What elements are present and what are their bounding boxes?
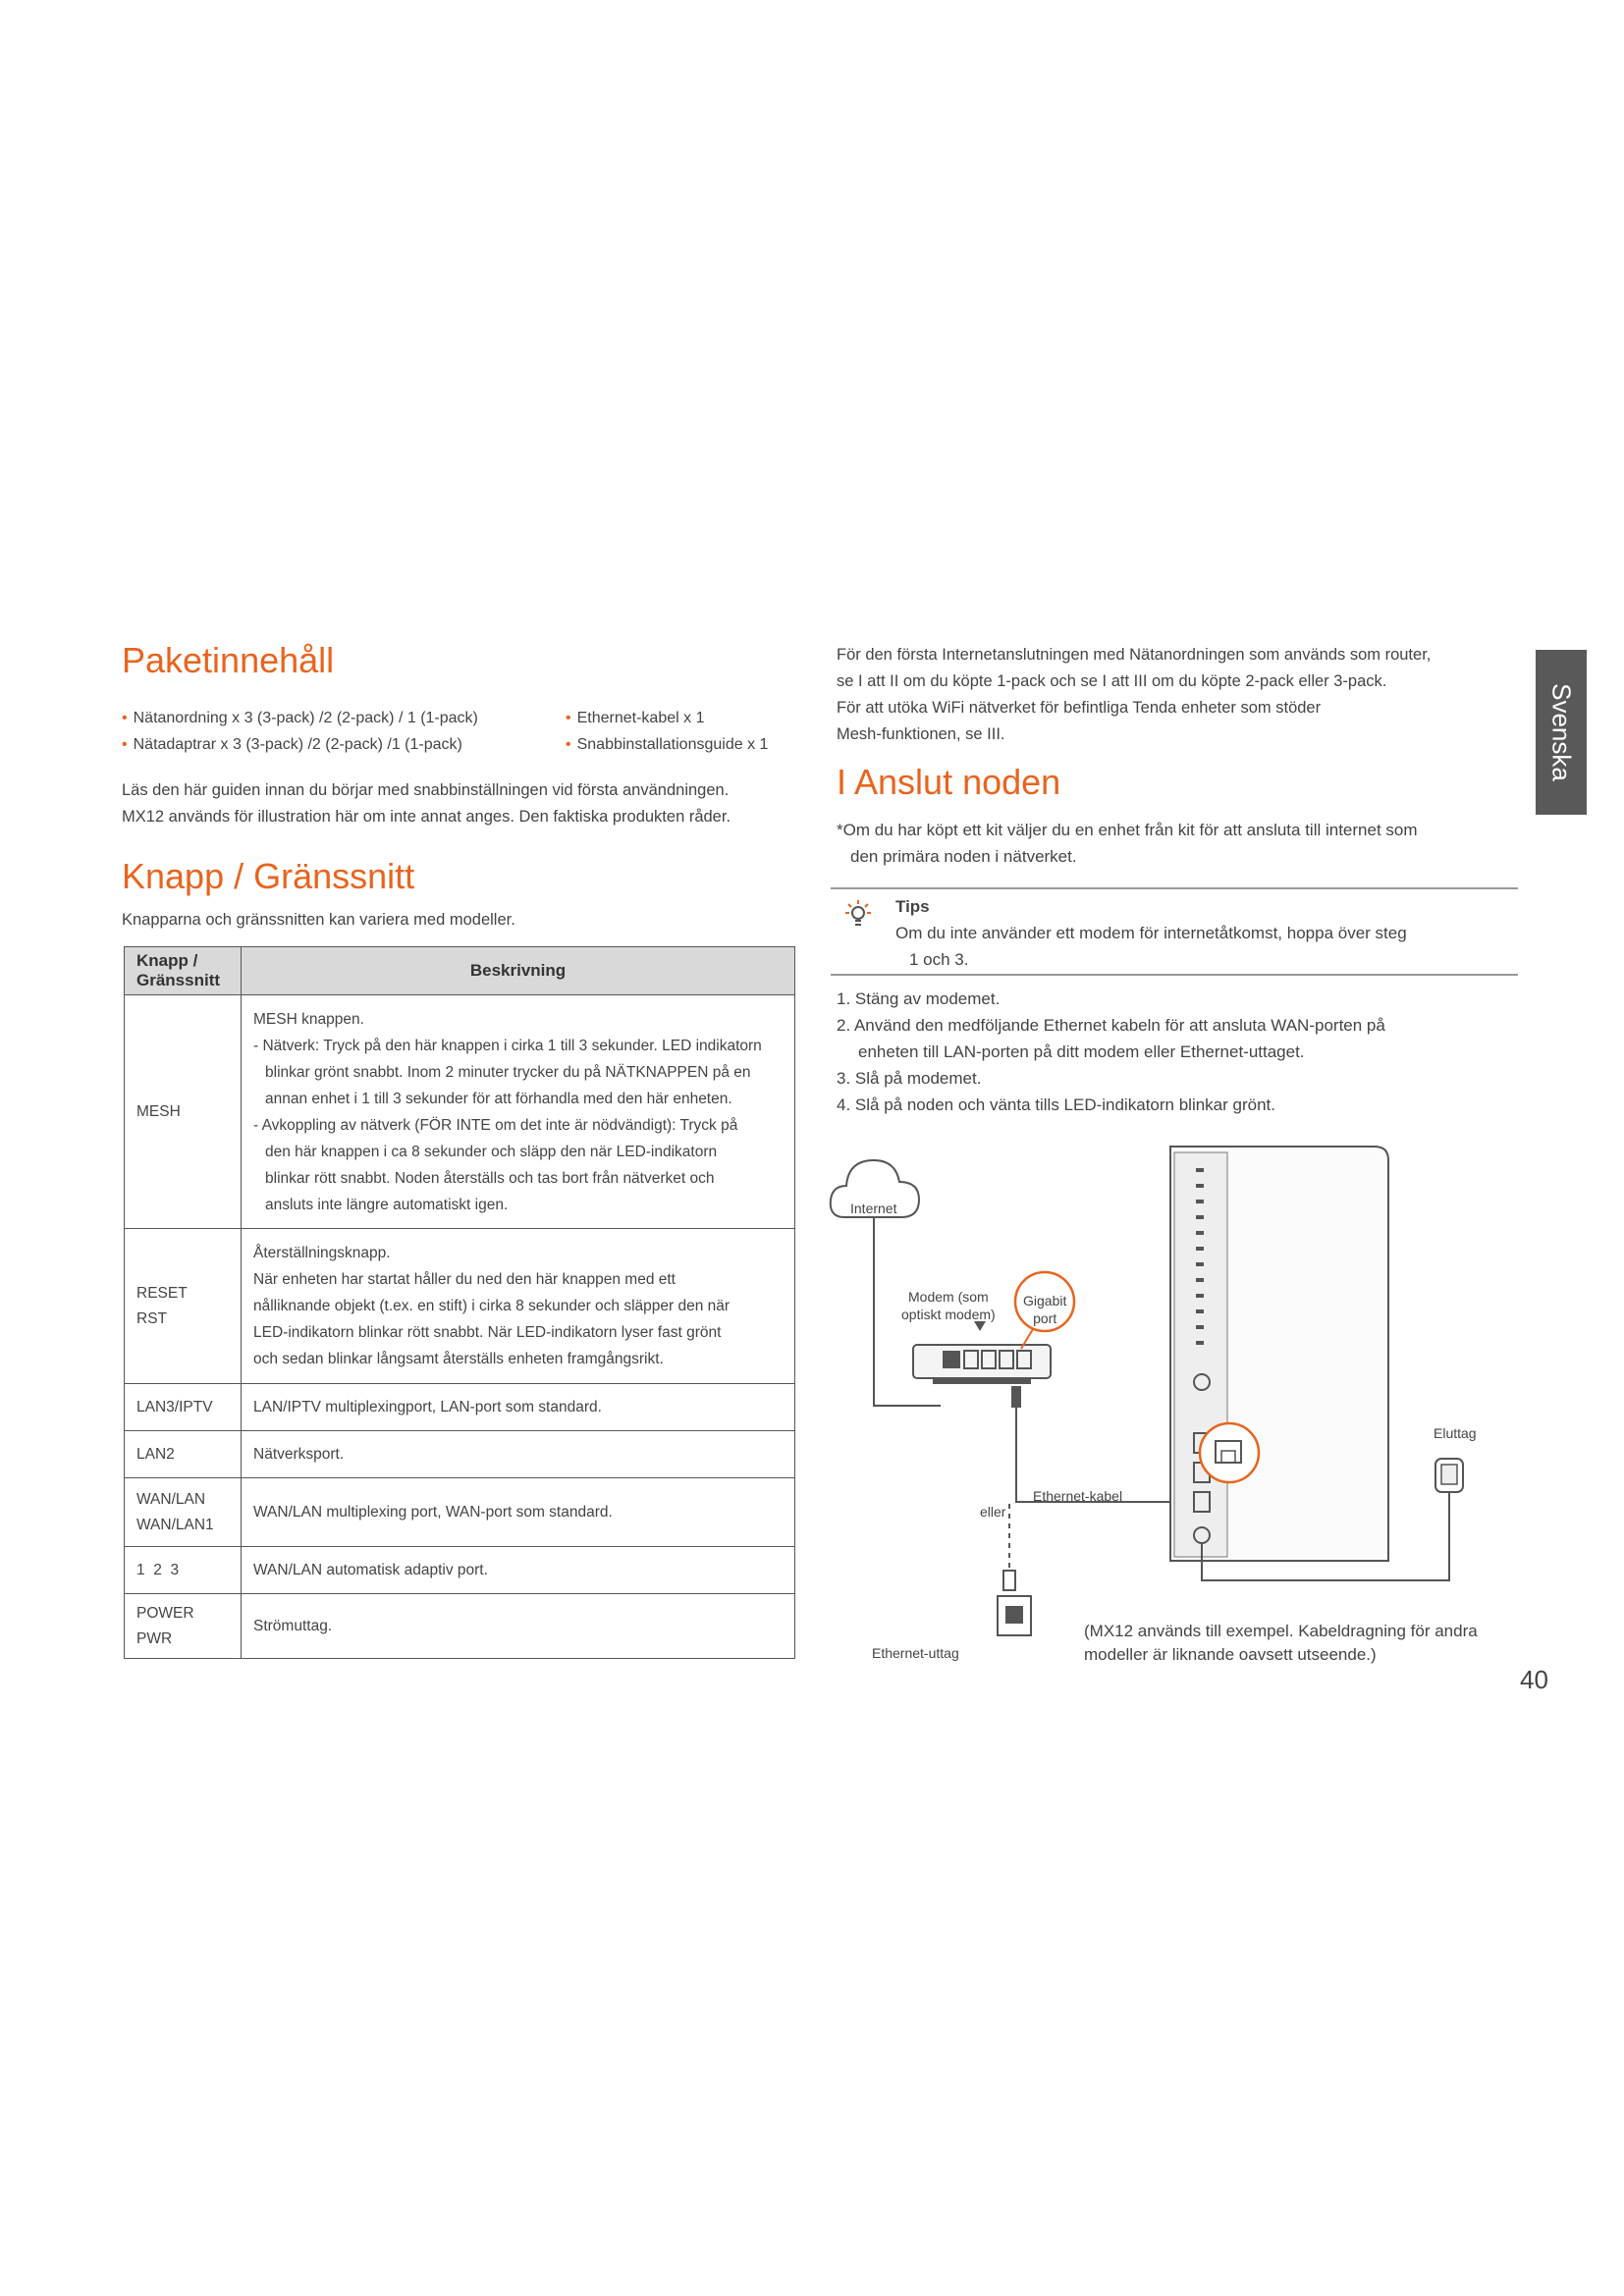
intro-text [837,642,1431,748]
or-label: eller [980,1504,1006,1520]
diagram-caption [1084,1620,1478,1667]
desc-line: - Avkoppling av nätverk (FÖR INTE om det inte är nödvändigt): Tryck på [253,1116,738,1134]
modem-label-line: Modem (som [908,1289,989,1305]
row-name [125,1594,242,1659]
row-name [125,1229,242,1384]
package-item: • Ethernet-kabel x 1 [566,710,705,726]
outlet-label: Eluttag [1434,1425,1477,1441]
package-item: • Nätanordning x 3 (3-pack) /2 (2-pack) / 1 (1-pack) [122,710,478,726]
table-row [125,1594,795,1659]
step-item: 3. Slå på modemet. [837,1069,982,1088]
connect-note [837,817,1418,870]
modem-label [901,1288,996,1323]
step-item: 1. Stäng av modemet. [837,989,1001,1008]
row-description: Nätverksport. [242,1431,795,1478]
tips-line: Om du inte använder ett modem för internetåtkomst, hoppa över steg [895,924,1407,942]
steps-list [837,986,1385,1118]
table-header-row [125,947,795,995]
row-name: 1 2 3 [125,1547,242,1594]
intro-line: För att utöka WiFi nätverket för befintliga Tenda enheter som stöder [837,699,1322,717]
desc-line: LED-indikatorn blinkar rött snabbt. När LED-indikatorn lyser fast grönt [253,1324,722,1341]
modem-label-line: optiskt modem) [901,1307,996,1322]
caption-line: (MX12 används till exempel. Kabeldragning för andra [1084,1622,1478,1640]
intro-line: Mesh-funktionen, se III. [837,725,1005,743]
package-contents-heading: Paketinnehåll [122,640,335,680]
row-name-line: RST [136,1309,167,1327]
package-item: • Snabbinstallationsguide x 1 [566,736,769,753]
row-description: LAN/IPTV multiplexingport, LAN-port som standard. [242,1384,795,1431]
gigabit-port-label [1023,1292,1066,1327]
step-item: 2. Använd den medföljande Ethernet kabeln för att ansluta WAN-porten på [837,1016,1385,1035]
row-description: WAN/LAN multiplexing port, WAN-port som standard. [242,1478,795,1547]
row-name-line: WAN/LAN [136,1490,206,1508]
tips-bottom-rule [831,974,1518,976]
table-row [125,995,795,1229]
page-number: 40 [1520,1665,1548,1694]
lightbulb-icon [840,897,876,933]
tips-label: Tips [895,897,930,916]
row-name: LAN3/IPTV [125,1384,242,1431]
gigabit-label-line: Gigabit [1023,1293,1067,1308]
buttons-table [124,946,795,1659]
row-description [242,995,795,1229]
row-name: MESH [125,995,242,1229]
desc-line: blinkar grönt snabbt. Inom 2 minuter trycker du på NÄTKNAPPEN på en [265,1063,751,1081]
package-item-text: Nätanordning x 3 (3-pack) /2 (2-pack) / 1 (1-pack) [133,710,478,726]
tips-line: 1 och 3. [909,950,969,969]
package-item: • Nätadaptrar x 3 (3-pack) /2 (2-pack) /1 (1-pack) [122,736,462,753]
row-name: LAN2 [125,1431,242,1478]
package-item-text: Nätadaptrar x 3 (3-pack) /2 (2-pack) /1 (1-pack) [133,736,462,753]
buttons-heading: Knapp / Gränssnitt [122,856,415,896]
row-name-line: RESET [136,1284,188,1302]
table-header-description: Beskrivning [242,947,795,995]
desc-line: Återställningsknapp. [253,1245,391,1261]
desc-line: - Nätverk: Tryck på den här knappen i cirka 1 till 3 sekunder. LED indikatorn [253,1037,762,1054]
internet-label: Internet [850,1201,897,1216]
connect-node-heading: I Anslut noden [837,762,1061,802]
package-note-line: Läs den här guiden innan du börjar med snabbinställningen vid första användningen. [122,781,730,799]
step-item: enheten till LAN-porten på ditt modem eller Ethernet-uttaget. [858,1042,1305,1061]
connect-note-line: den primära noden i nätverket. [850,847,1077,866]
buttons-subtitle: Knapparna och gränssnitten kan variera med modeller. [122,911,515,929]
row-name-line: PWR [136,1629,173,1647]
table-header-button: Knapp / Gränssnitt [125,947,242,995]
language-tab-label: Svenska [1546,683,1577,781]
desc-line: blinkar rött snabbt. Noden återställs och tas bort från nätverket och [265,1169,715,1187]
row-name-line: WAN/LAN1 [136,1516,214,1533]
package-item-text: Ethernet-kabel x 1 [576,710,705,726]
row-name [125,1478,242,1547]
caption-line: modeller är liknande oavsett utseende.) [1084,1645,1377,1664]
desc-line: och sedan blinkar långsamt återställs enheten framgångsrikt. [253,1351,664,1367]
desc-line: När enheten har startat håller du ned den här knappen med ett [253,1271,676,1288]
row-description: WAN/LAN automatisk adaptiv port. [242,1547,795,1594]
desc-line: MESH knappen. [253,1010,364,1028]
intro-line: För den första Internetanslutningen med Nätanordningen som används som router, [837,646,1432,664]
language-tab [1536,650,1587,815]
table-row [125,1478,795,1547]
row-description [242,1229,795,1384]
package-note [122,777,731,830]
tips-box [895,893,1407,973]
row-description: Strömuttag. [242,1594,795,1659]
row-name-line: POWER [136,1604,194,1622]
step-item: 4. Slå på noden och vänta tills LED-indikatorn blinkar grönt. [837,1095,1275,1114]
table-row [125,1384,795,1431]
table-row [125,1547,795,1594]
ethernet-jack-label: Ethernet-uttag [872,1645,959,1661]
desc-line: annan enhet i 1 till 3 sekunder för att förhandla med den här enheten. [265,1090,732,1107]
table-row [125,1229,795,1384]
connect-note-line: *Om du har köpt ett kit väljer du en enhet från kit för att ansluta till internet som [837,821,1418,839]
gigabit-label-line: port [1033,1310,1057,1326]
connection-diagram [825,1139,1532,1688]
tips-top-rule [831,887,1518,889]
desc-line: ansluts inte längre automatiskt igen. [265,1196,509,1213]
ethernet-cable-label: Ethernet-kabel [1033,1488,1123,1504]
wan-port-callout [1200,1423,1259,1482]
intro-line: se I att II om du köpte 1-pack och se I att III om du köpte 2-pack eller 3-pack. [837,672,1387,690]
package-item-text: Snabbinstallationsguide x 1 [576,736,769,753]
package-note-line: MX12 används för illustration här om inte annat anges. Den faktiska produkten råder. [122,808,731,826]
desc-line: den här knappen i ca 8 sekunder och släpp den när LED-indikatorn [265,1143,718,1160]
desc-line: nålliknande objekt (t.ex. en stift) i cirka 8 sekunder och släpper den när [253,1298,731,1314]
table-row [125,1431,795,1478]
